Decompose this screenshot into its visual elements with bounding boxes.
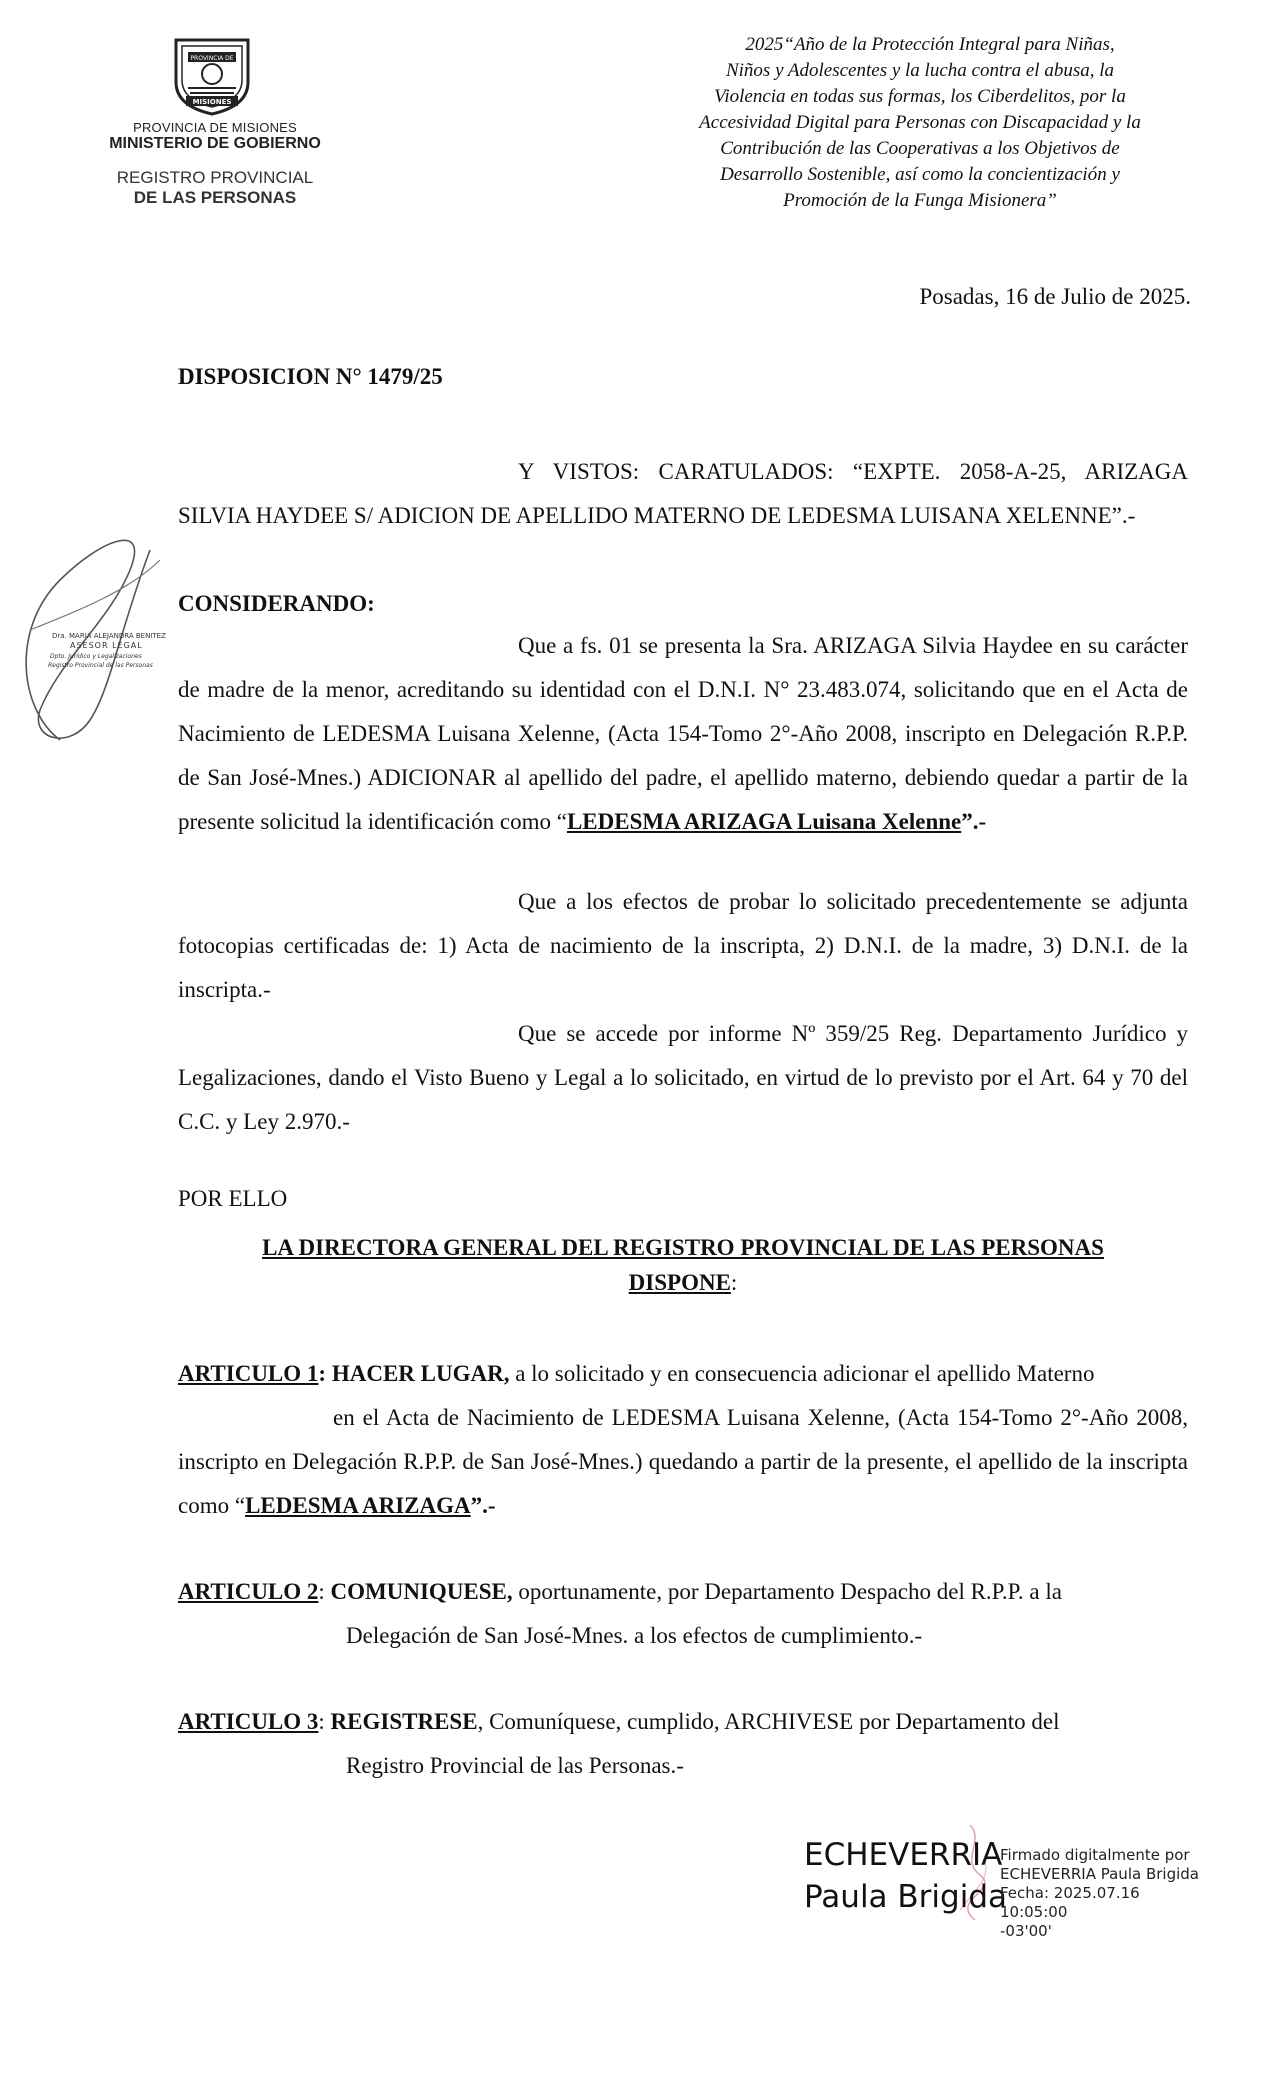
legal-advisor-stamp-signature (0, 510, 200, 750)
article-2-text: oportunamente, por Departamento Despacho del R.P.P. a la (512, 1579, 1062, 1604)
article-1-first: a lo solicitado y en consecuencia adicionar el apellido Materno (509, 1361, 1095, 1386)
considerando-paragraph-1 (178, 624, 1188, 844)
digital-signature-details (1000, 1846, 1200, 1941)
signature-meta-line: -03'00' (1000, 1922, 1052, 1940)
signer-given-names: Paula Brigida (804, 1879, 1007, 1915)
motto-line: Accesividad Digital para Personas con Discapacidad y la (699, 112, 1141, 133)
disposition-number: DISPOSICION N° 1479/25 (178, 364, 443, 389)
svg-text:MISIONES: MISIONES (192, 98, 232, 106)
province-seal-logo (168, 30, 256, 116)
motto-line: Contribución de las Cooperativas a los Objetivos de (720, 138, 1120, 159)
article-1-bold: HACER LUGAR, (331, 1361, 510, 1386)
article-2-cont: Delegación de San José-Mnes. a los efectos de cumplimiento.- (346, 1623, 923, 1648)
por-ello: POR ELLO (178, 1186, 288, 1211)
article-3-text: , Comuníquese, cumplido, ARCHIVESE por Departamento del (477, 1709, 1060, 1734)
article-1: ARTICULO 1: HACER LUGAR, a lo solicitado y en consecuencia adicionar el apellido Materno en el Acta de Nacimiento de LEDESMA Luisana Xelenne, (Acta 154-Tomo 2°-Año 2008, inscripto en Delegación R.P.P. de San José-Mnes.) quedando a partir de la presente, el apellido de la inscripta como “LEDESMA ARIZAGA”.- (178, 1361, 1188, 1518)
svg-text:Dra. MARIA ALEJANDRA BENITEZ: Dra. MARIA ALEJANDRA BENITEZ (52, 632, 166, 640)
article-2: ARTICULO 2: COMUNIQUESE, oportunamente, por Departamento Despacho del R.P.P. a la Delegación de San José-Mnes. a los efectos de cumplimiento.- (178, 1570, 1188, 1658)
svg-text:PROVINCIA DE: PROVINCIA DE (190, 55, 234, 62)
article-3-bold: REGISTRESE (330, 1709, 478, 1734)
svg-text:ASESOR LEGAL: ASESOR LEGAL (70, 641, 143, 650)
signature-meta-line: ECHEVERRIA Paula Brigida (1000, 1865, 1199, 1883)
article-1-end: ”.- (470, 1493, 496, 1518)
motto-line: Violencia en todas sus formas, los Ciberdelitos, por la (714, 86, 1126, 107)
vistos-paragraph (178, 450, 1188, 538)
paragraph4-text: Que se accede por informe Nº 359/25 Reg. Departamento Jurídico y Legalizaciones, dando el Visto Bueno y Legal a lo solicitado, en virtud de lo previsto por el Art. 64 y 70 del C.C. y Ley 2.970.- (178, 1021, 1188, 1134)
dispone-word: DISPONE (628, 1270, 731, 1295)
considerando-paragraph-3 (178, 1012, 1188, 1144)
article-2-bold: COMUNIQUESE, (330, 1579, 513, 1604)
article-1-name: LEDESMA ARIZAGA (245, 1493, 471, 1518)
article-2-label: ARTICULO 2 (178, 1579, 319, 1604)
motto-line: 2025“Año de la Protección Integral para Niñas, (745, 34, 1115, 55)
place-date: Posadas, 16 de Julio de 2025. (919, 284, 1191, 309)
paragraph2-full-name: LEDESMA ARIZAGA Luisana Xelenne (566, 809, 962, 834)
signer-surname: ECHEVERRIA (804, 1837, 1003, 1873)
signature-meta-line: Fecha: 2025.07.16 10:05:00 (1000, 1884, 1140, 1921)
paragraph3-text: Que a los efectos de probar lo solicitado precedentemente se adjunta fotocopias certificadas de: 1) Acta de nacimiento de la inscripta, 2) D.N.I. de la madre, 3) D.N.I. de la inscripta.- (178, 889, 1188, 1002)
header-motto (660, 32, 1180, 214)
motto-line: Promoción de la Funga Misionera” (783, 190, 1057, 211)
paragraph2-text: Que a fs. 01 se presenta la Sra. ARIZAGA Silvia Haydee en su carácter de madre de la menor, acreditando su identidad con el D.N.I. N° 23.483.074, solicitando que en el Acta de Nacimiento de LEDESMA Luisana Xelenne, (Acta 154-Tomo 2°-Año 2008, inscripto en Delegación R.P.P. de San José-Mnes.) ADICIONAR al apellido del padre, el apellido materno, debiendo quedar a partir de la presente solicitud la identificación como “ (178, 633, 1188, 834)
dispone-line (178, 1270, 1188, 1296)
header-registry-line1: REGISTRO PROVINCIAL (116, 168, 314, 187)
director-title: LA DIRECTORA GENERAL DEL REGISTRO PROVINCIAL DE LAS PERSONAS (262, 1235, 1104, 1260)
signature-meta-line: Firmado digitalmente por (1000, 1846, 1190, 1864)
paragraph2-end: ”.- (961, 809, 987, 834)
considerando-label: CONSIDERANDO: (178, 591, 375, 616)
svg-text:Dpto. Jurídico y Legalizacione: Dpto. Jurídico y Legalizaciones (50, 653, 142, 660)
header-province: PROVINCIA DE MISIONES (133, 120, 297, 135)
header-registry-line2: DE LAS PERSONAS (133, 188, 297, 207)
svg-text:Registro Provincial de las Per: Registro Provincial de las Personas (48, 662, 153, 669)
article-3-label: ARTICULO 3 (178, 1709, 319, 1734)
article-3-cont: Registro Provincial de las Personas.- (346, 1753, 684, 1778)
digital-signature-name (804, 1834, 1007, 1918)
article-1-rest: en el Acta de Nacimiento de LEDESMA Luisana Xelenne, (Acta 154-Tomo 2°-Año 2008, inscripto en Delegación R.P.P. de San José-Mnes.) quedando a partir de la presente, el apellido de la inscripta como “ (178, 1405, 1188, 1518)
vistos-text: Y VISTOS: CARATULADOS: “EXPTE. 2058-A-25, ARIZAGA SILVIA HAYDEE S/ ADICION DE APELLIDO MATERNO DE LEDESMA LUISANA XELENNE”.- (178, 459, 1188, 528)
motto-line: Desarrollo Sostenible, así como la concientización y (720, 164, 1120, 185)
article-3: ARTICULO 3: REGISTRESE, Comuníquese, cumplido, ARCHIVESE por Departamento del Registro Provincial de las Personas.- (178, 1700, 1188, 1788)
considerando-paragraph-2 (178, 880, 1188, 1012)
header-ministry: MINISTERIO DE GOBIERNO (109, 135, 321, 152)
motto-line: Niños y Adolescentes y la lucha contra el abusa, la (725, 60, 1115, 81)
dispone-colon: : (730, 1270, 738, 1295)
article-1-label: ARTICULO 1 (178, 1361, 319, 1386)
